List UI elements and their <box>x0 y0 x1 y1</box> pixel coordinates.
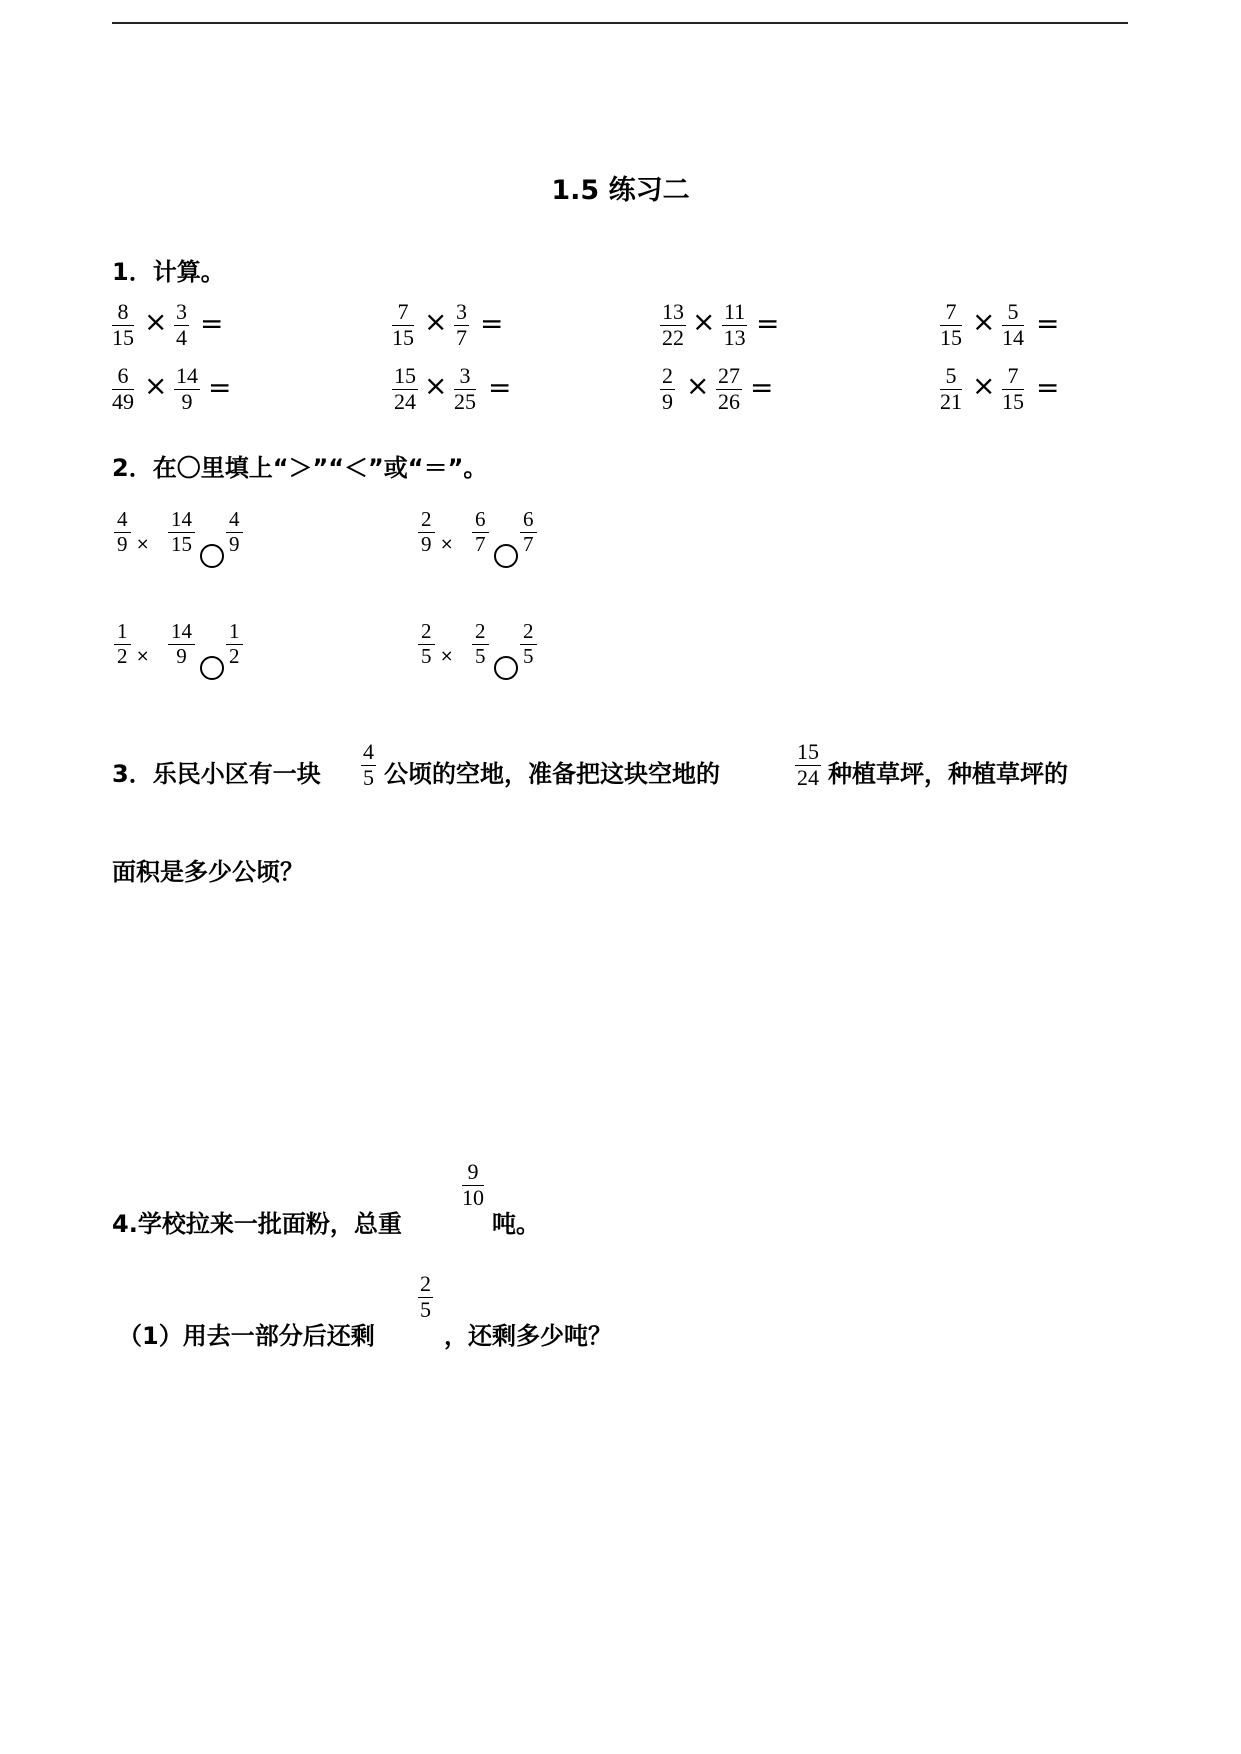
denominator: 25 <box>454 388 476 414</box>
fraction-right <box>174 364 200 414</box>
answer-circle[interactable] <box>494 656 518 680</box>
times-sign: × <box>424 369 448 402</box>
denominator: 9 <box>117 531 128 556</box>
times-sign: × <box>440 646 454 665</box>
denominator: 5 <box>421 643 432 668</box>
denominator: 49 <box>112 388 134 414</box>
fraction-left <box>112 364 134 414</box>
equals-sign: = <box>1036 307 1060 340</box>
times-sign: × <box>972 305 996 338</box>
denominator: 15 <box>392 324 414 350</box>
page-title: 1.5 练习二 <box>551 175 690 206</box>
fraction-left <box>940 364 962 414</box>
fraction-left <box>940 300 962 350</box>
numerator: 13 <box>662 299 684 324</box>
times-sign: × <box>136 646 150 665</box>
denominator: 13 <box>723 324 746 350</box>
fraction-right <box>1002 364 1024 414</box>
denominator: 14 <box>1002 324 1024 350</box>
fraction-right <box>722 300 747 350</box>
equals-sign: = <box>756 307 780 340</box>
numerator: 6 <box>112 364 134 390</box>
fraction-a <box>418 508 435 556</box>
denominator: 5 <box>420 1296 431 1322</box>
numerator: 7 <box>1002 364 1024 390</box>
numerator: 2 <box>418 620 435 645</box>
times-sign: × <box>972 369 996 402</box>
denominator: 24 <box>797 764 819 790</box>
fraction-c <box>520 620 537 668</box>
numerator: 14 <box>176 363 198 388</box>
fraction-b <box>168 508 195 556</box>
numerator: 11 <box>724 299 746 324</box>
denominator: 7 <box>475 531 486 556</box>
denominator: 10 <box>462 1184 484 1210</box>
denominator: 26 <box>718 388 740 414</box>
numerator: 4 <box>226 508 243 533</box>
numerator: 15 <box>797 739 819 764</box>
q3-text-part1: 3．乐民小区有一块 <box>112 760 321 788</box>
numerator: 8 <box>112 300 134 326</box>
denominator: 15 <box>940 324 962 350</box>
answer-circle[interactable] <box>200 656 224 680</box>
fraction-c <box>226 620 243 668</box>
numerator: 14 <box>168 508 195 533</box>
denominator: 5 <box>523 643 534 668</box>
fraction-right <box>454 300 469 350</box>
times-sign: × <box>692 305 716 338</box>
times-sign: × <box>136 534 150 553</box>
numerator: 4 <box>114 508 131 533</box>
equals-sign: = <box>1036 371 1060 404</box>
fraction-a <box>114 508 131 556</box>
times-sign: × <box>144 369 168 402</box>
numerator: 5 <box>940 364 962 390</box>
q2-heading: 2．在〇里填上“＞”“＜”或“＝”。 <box>112 454 488 482</box>
denominator: 9 <box>662 388 673 414</box>
q3-text-line2: 面积是多少公顷？ <box>112 858 304 886</box>
equals-sign: = <box>200 307 224 340</box>
fraction-b <box>472 508 489 556</box>
denominator: 21 <box>940 388 962 414</box>
q4-fraction-total <box>462 1160 484 1210</box>
q4-text-part1: 4.学校拉来一批面粉，总重 <box>112 1210 402 1238</box>
equals-sign: = <box>750 371 774 404</box>
denominator: 7 <box>456 324 467 350</box>
numerator: 27 <box>718 363 740 388</box>
q4-text-part2: 吨。 <box>492 1210 540 1238</box>
fraction-left <box>112 300 134 350</box>
numerator: 6 <box>520 508 537 533</box>
q3-text-part2: 公顷的空地，准备把这块空地的 <box>384 760 720 788</box>
numerator: 14 <box>168 620 195 645</box>
denominator: 5 <box>363 764 374 790</box>
fraction-left <box>392 364 418 414</box>
fraction-left <box>660 300 686 350</box>
numerator: 5 <box>1002 300 1024 326</box>
numerator: 4 <box>363 739 374 764</box>
fraction-a <box>114 620 131 668</box>
times-sign: × <box>144 305 168 338</box>
q3-text-part3: 种植草坪，种植草坪的 <box>828 760 1068 788</box>
denominator: 5 <box>475 643 486 668</box>
denominator: 9 <box>229 531 240 556</box>
numerator: 1 <box>114 620 131 645</box>
fraction-left <box>660 364 675 414</box>
equals-sign: = <box>208 371 232 404</box>
fraction-right <box>454 364 476 414</box>
denominator: 15 <box>1002 388 1024 414</box>
q3-fraction-area <box>361 740 376 790</box>
fraction-left <box>392 300 414 350</box>
numerator: 3 <box>176 299 187 324</box>
numerator: 9 <box>462 1160 484 1186</box>
numerator: 7 <box>392 300 414 326</box>
denominator: 9 <box>181 388 193 414</box>
denominator: 4 <box>176 324 187 350</box>
numerator: 3 <box>456 299 467 324</box>
fraction-right <box>174 300 189 350</box>
numerator: 6 <box>472 508 489 533</box>
denominator: 22 <box>662 324 684 350</box>
answer-circle[interactable] <box>494 544 518 568</box>
numerator: 2 <box>420 1271 431 1296</box>
q3-fraction-lawn <box>795 740 821 790</box>
fraction-b <box>472 620 489 668</box>
numerator: 2 <box>418 508 435 533</box>
denominator: 2 <box>117 643 128 668</box>
denominator: 9 <box>421 531 432 556</box>
numerator: 2 <box>472 620 489 645</box>
denominator: 15 <box>112 324 134 350</box>
fraction-a <box>418 620 435 668</box>
numerator: 2 <box>520 620 537 645</box>
denominator: 24 <box>394 388 416 414</box>
q4-sub1-text-part1: （1）用去一部分后还剩 <box>118 1322 375 1350</box>
equals-sign: = <box>480 307 504 340</box>
numerator: 7 <box>940 300 962 326</box>
numerator: 1 <box>226 620 243 645</box>
fraction-b <box>168 620 195 668</box>
header-rule <box>112 22 1128 24</box>
denominator: 15 <box>171 531 192 556</box>
denominator: 2 <box>229 643 240 668</box>
denominator: 9 <box>176 643 187 668</box>
fraction-right <box>1002 300 1024 350</box>
times-sign: × <box>686 369 710 402</box>
fraction-right <box>716 364 742 414</box>
answer-circle[interactable] <box>200 544 224 568</box>
times-sign: × <box>424 305 448 338</box>
q4-sub1-fraction <box>418 1272 433 1322</box>
q1-heading: 1．计算。 <box>112 258 225 286</box>
fraction-c <box>520 508 537 556</box>
numerator: 2 <box>662 363 673 388</box>
fraction-c <box>226 508 243 556</box>
q4-sub1-text-part2: ，还剩多少吨？ <box>444 1322 612 1350</box>
times-sign: × <box>440 534 454 553</box>
numerator: 3 <box>454 364 476 390</box>
denominator: 7 <box>523 531 534 556</box>
equals-sign: = <box>488 371 512 404</box>
numerator: 15 <box>394 363 416 388</box>
